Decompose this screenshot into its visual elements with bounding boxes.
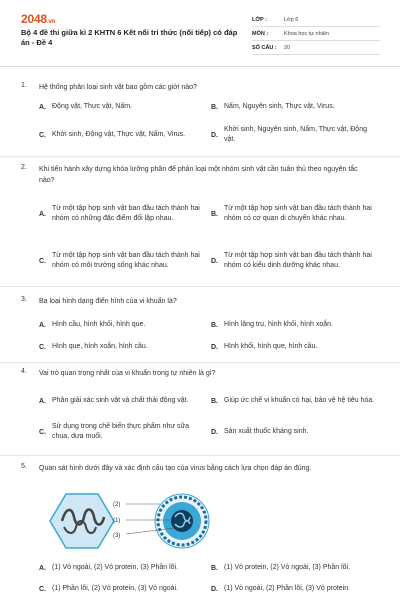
option-text: Khởi sinh, Nguyên sinh, Nấm, Thực vật, Động vật. [224, 125, 367, 143]
logo-suffix: .vn [46, 19, 55, 25]
figure-label-3: (3) [113, 533, 121, 539]
option-2d[interactable] [211, 244, 377, 278]
option-text: Nấm, Nguyên sinh, Thực vật, Virus. [224, 102, 335, 110]
option-text: (1) Phần lõi, (2) Vỏ protein, (3) Vỏ ngoài. [52, 584, 179, 592]
figure-label-2: (2) [113, 502, 121, 508]
option-text: Từ một tập hợp sinh vật ban đầu tách thành hai nhóm có môi trường sống khác nhau. [52, 251, 200, 269]
question-divider [0, 156, 400, 157]
question-number: 1. [21, 82, 27, 89]
question-divider [0, 455, 400, 456]
option-letter: B. [211, 564, 218, 572]
question-text: Khi tiến hành xây dựng khóa lưỡng phân để phân loại một nhóm sinh vật cần tuân thủ theo nguyên tắc nào? [39, 166, 358, 184]
option-letter: C. [39, 257, 46, 265]
option-text: Hình cầu, hình khối, hình que. [52, 320, 146, 328]
meta-key: SỐ CÂU : [252, 44, 277, 51]
option-letter: A. [39, 397, 46, 405]
header-divider [0, 66, 400, 67]
question-text: Hệ thống phân loại sinh vật bao gồm các giới nào? [39, 84, 197, 91]
option-3b[interactable] [211, 318, 376, 332]
option-letter: C. [39, 585, 46, 593]
option-text: Khởi sinh, Động vật, Thực vật, Nấm, Virus. [52, 130, 186, 138]
option-2a[interactable] [39, 197, 201, 231]
option-letter: D. [211, 585, 218, 593]
option-4c[interactable] [39, 420, 204, 444]
option-letter: B. [211, 321, 218, 329]
option-text: Động vật, Thực vật, Nấm. [52, 102, 133, 110]
meta-value: 20 [284, 44, 291, 51]
meta-key: MÔN : [252, 30, 269, 37]
document-title: Bộ 4 đề thi giữa kì 2 KHTN 6 Kết nối tri thức (nối tiếp) có đáp án - Đề 4 [21, 28, 238, 47]
question-number: 5. [21, 463, 27, 470]
option-1a[interactable] [39, 100, 204, 114]
question-divider [0, 286, 400, 287]
option-text: Từ một tập hợp sinh vật ban đầu tách thành hai nhóm có những đặc điểm đối lập nhau. [52, 204, 200, 222]
option-letter: A. [39, 210, 46, 218]
option-1b[interactable] [211, 100, 386, 114]
logo-text: 2048 [21, 12, 47, 26]
option-text: (1) Vỏ protein, (2) Vỏ ngoài, (3) Phần lõi. [224, 563, 351, 571]
meta-value: Khoa học tự nhiên [284, 30, 329, 37]
option-text: (1) Vỏ ngoài, (2) Vỏ protein, (3) Phần lõi. [52, 563, 179, 571]
option-1c[interactable] [39, 124, 209, 146]
option-text: Từ một tập hợp sinh vật ban đầu tách thành hai nhóm có cơ quan di chuyển khác nhau. [224, 204, 372, 222]
question-number: 3. [21, 296, 27, 303]
option-text: Hình khối, hình que, hình cầu. [224, 342, 318, 350]
question-text: Ba loại hình dạng điển hình của vi khuẩn là? [39, 298, 177, 305]
question-number: 4. [21, 368, 27, 375]
option-letter: B. [211, 103, 218, 111]
option-4b[interactable] [211, 389, 381, 413]
figure-label-1: (1) [113, 518, 121, 524]
meta-row-subject [252, 27, 380, 41]
option-3d[interactable] [211, 340, 376, 354]
document-header [0, 0, 400, 66]
option-text: Từ một tập hợp sinh vật ban đầu tách thành hai nhóm có kiểu dinh dưỡng khác nhau. [224, 251, 372, 269]
option-text: (1) Vỏ ngoài, (2) Phần lõi, (3) Vỏ protein. [224, 584, 351, 592]
option-letter: D. [211, 428, 218, 436]
option-5b[interactable] [211, 561, 386, 575]
option-letter: D. [211, 343, 218, 351]
meta-row-count [252, 41, 380, 55]
option-3c[interactable] [39, 340, 204, 354]
option-text: Sản xuất thuốc kháng sinh. [224, 427, 309, 435]
option-5a[interactable] [39, 561, 209, 575]
meta-key: LỚP : [252, 16, 267, 23]
option-letter: B. [211, 210, 218, 218]
option-text: Sử dụng trong chế biến thực phẩm như sữa chua, dưa muối. [52, 422, 190, 440]
meta-row-grade [252, 13, 380, 27]
option-4d[interactable] [211, 425, 376, 439]
enveloped-virus [155, 494, 209, 548]
question-number: 2. [21, 164, 27, 171]
option-letter: A. [39, 564, 46, 572]
option-text: Phân giải xác sinh vật và chất thải động vật. [52, 396, 189, 404]
question-text: Vai trò quan trọng nhất của vi khuẩn trong tự nhiên là gì? [39, 370, 216, 377]
option-letter: C. [39, 343, 46, 351]
option-letter: C. [39, 131, 46, 139]
site-logo[interactable] [21, 12, 55, 26]
option-5c[interactable] [39, 582, 209, 596]
option-letter: A. [39, 103, 46, 111]
option-letter: B. [211, 397, 218, 405]
option-letter: D. [211, 257, 218, 265]
option-2c[interactable] [39, 244, 204, 278]
question-text: Quan sát hình dưới đây và xác định cấu tạo của virus bằng cách lựa chọn đáp án đúng. [39, 465, 312, 472]
option-3a[interactable] [39, 318, 204, 332]
virus-diagram [34, 491, 214, 551]
option-5d[interactable] [211, 582, 386, 596]
meta-table [252, 13, 380, 55]
option-text: Hình lăng trụ, hình khối, hình xoắn. [224, 320, 333, 328]
question-divider [0, 362, 400, 363]
option-letter: C. [39, 428, 46, 436]
meta-value: Lớp 6 [284, 16, 299, 23]
option-1d[interactable] [211, 124, 371, 146]
option-letter: D. [211, 131, 218, 139]
option-text: Giúp ức chế vi khuẩn có hại, bảo vệ hệ tiêu hóa. [224, 396, 375, 404]
option-2b[interactable] [211, 197, 377, 231]
option-4a[interactable] [39, 389, 204, 413]
option-letter: A. [39, 321, 46, 329]
option-text: Hình que, hình xoắn, hình cầu. [52, 342, 148, 350]
